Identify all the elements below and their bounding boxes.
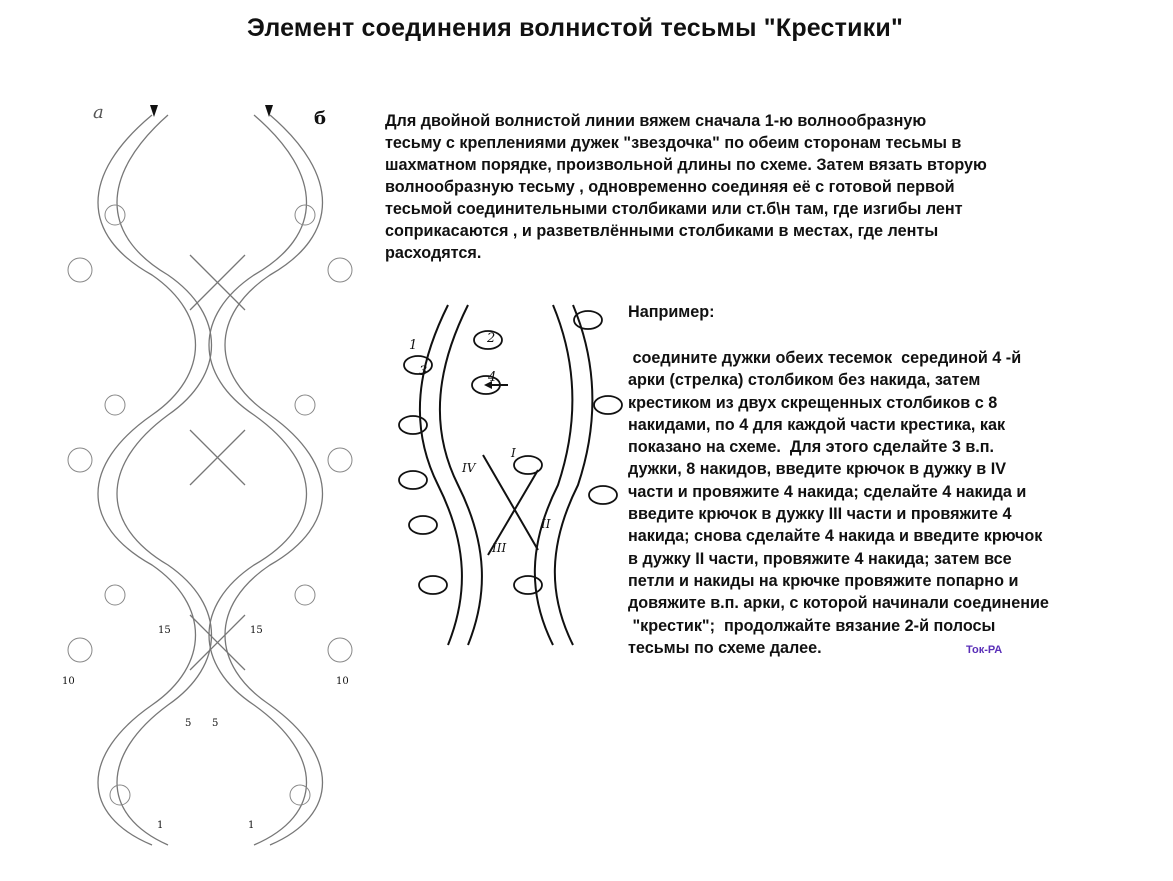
round-marker: 10 (336, 676, 349, 687)
instruction-line: в дужку II части, провяжите 4 накида; затем все (628, 549, 1012, 568)
intro-line: расходятся. (385, 244, 482, 262)
roman-numeral: IV (462, 461, 476, 475)
round-marker: 1 (248, 820, 255, 831)
intro-line: шахматном порядке, произвольной длины по схеме. Затем вязать вторую (385, 156, 987, 174)
loop-number: 3 (419, 364, 428, 379)
round-marker: 10 (62, 676, 75, 687)
instruction-paragraph (628, 347, 1148, 659)
loop-number: 2 (487, 331, 496, 346)
intro-line: Для двойной волнистой линии вяжем сначала 1-ю волнообразную (385, 112, 927, 130)
instruction-line: накидами, по 4 для каждой части крестика, как (628, 415, 1006, 434)
instruction-line: арки (стрелка) столбиком без накида, затем (628, 371, 981, 390)
arrow-marker-icon (265, 105, 273, 117)
instruction-line: петли и накиды на крючке провяжите попарно и (628, 571, 1019, 590)
page-title: Элемент соединения волнистой тесьмы "Крестики" (246, 14, 904, 42)
round-marker: 1 (157, 820, 164, 831)
instruction-line: "крестик"; продолжайте вязание 2-й полосы (628, 616, 996, 635)
intro-line: тесьму с креплениями дужек "звездочка" по обеим сторонам тесьмы в (385, 134, 962, 152)
author-credit: Ток-РА (966, 644, 1003, 656)
instruction-line: накида; снова сделайте 4 накида и введите крючок (628, 527, 1043, 546)
round-marker: 5 (212, 718, 219, 729)
instruction-line: соедините дужки обеих тесемок серединой 4 -й (628, 349, 1022, 367)
intro-line: волнообразную тесьму , одновременно соединяя её с готовой первой (385, 178, 955, 196)
intro-line: соприкасаются , и разветвлёнными столбиками в местах, где ленты (385, 222, 939, 240)
round-marker: 5 (185, 718, 192, 729)
round-marker: 15 (250, 625, 263, 636)
instruction-line: крестиком из двух скрещенных столбиков с 8 (628, 393, 998, 412)
example-label: Например: (628, 303, 715, 321)
lace-diagram (40, 95, 370, 855)
instruction-line: части и провяжите 4 накида; сделайте 4 накида и (628, 482, 1027, 501)
loop-number: 1 (409, 338, 418, 353)
instruction-line: довяжите в.п. арки, с которой начинали соединение (628, 594, 1049, 613)
intro-paragraph (385, 110, 1105, 264)
instruction-line: введите крючок в дужку III части и провяжите 4 (628, 505, 1012, 524)
label-b: б (314, 108, 327, 129)
label-a: а (93, 102, 104, 123)
roman-numeral: I (511, 446, 516, 460)
instruction-line: дужки, 8 накидов, введите крючок в дужку в IV (628, 460, 1007, 479)
intro-line: тесьмой соединительными столбиками или ст.б\н там, где изгибы лент (385, 200, 963, 218)
instruction-line: тесьмы по схеме далее. (628, 638, 822, 657)
round-marker: 15 (158, 625, 171, 636)
roman-numeral: II (541, 517, 551, 531)
instruction-line: показано на схеме. Для этого сделайте 3 в.п. (628, 438, 995, 457)
roman-numeral: III (492, 541, 507, 555)
loop-number: 4 (488, 370, 497, 385)
